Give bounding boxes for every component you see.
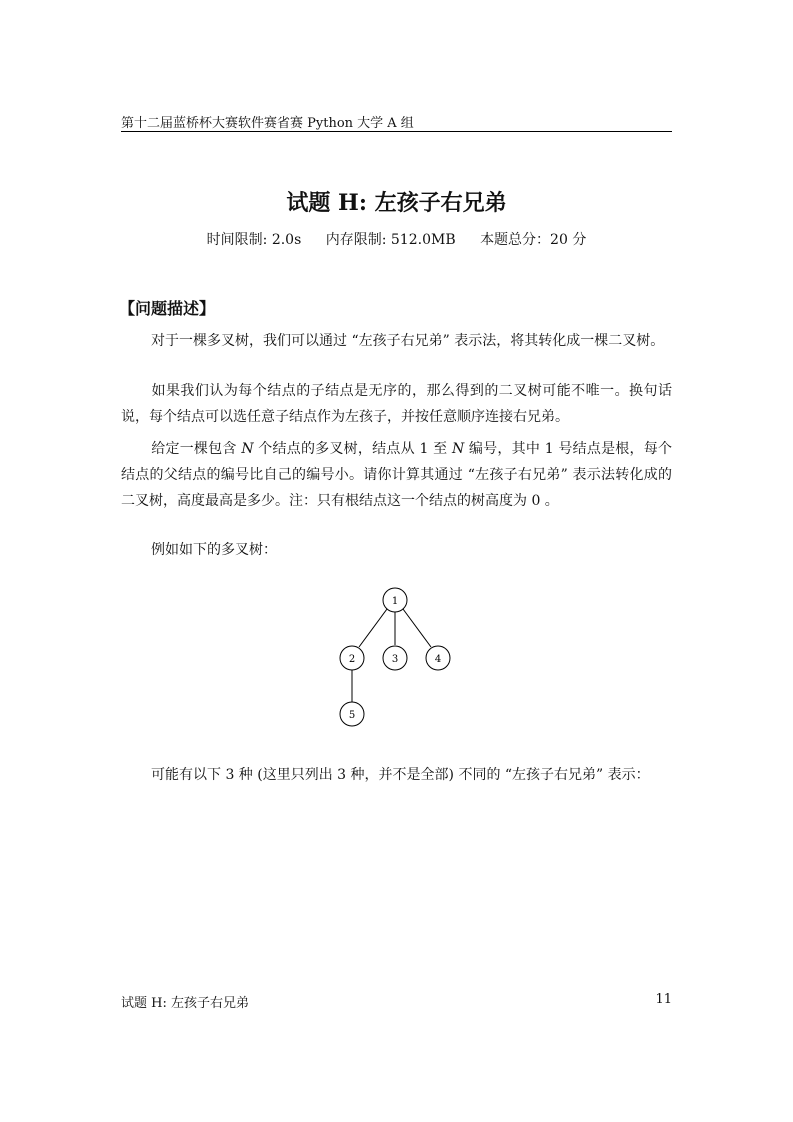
tree-diagram [330, 580, 460, 730]
paragraph-1 [121, 328, 672, 354]
problem-title: 试题 H: 左孩子右兄弟 [286, 190, 507, 216]
tree-edge-1-2 [359, 609, 387, 647]
time-limit: 时间限制: 2.0s [206, 232, 302, 248]
variable-n: N [241, 441, 254, 457]
tree-edge-1-4 [403, 609, 431, 647]
paragraph-2-text: 如果我们认为每个结点的子结点是无序的，那么得到的二叉树可能不唯一。换句话说，每个结点可以选任意子结点作为左孩子，并按任意顺序连接右兄弟。 [121, 383, 672, 425]
tree-node-label: 2 [348, 654, 356, 665]
variable-n: N [452, 441, 465, 457]
paragraph-5 [121, 762, 672, 788]
footer-title: 试题 H: 左孩子右兄弟 [121, 996, 249, 1011]
paragraph-4-text: 例如如下的多叉树： [151, 542, 277, 558]
paragraph-3-text-a: 给定一棵包含 [151, 441, 242, 457]
problem-limits [0, 229, 793, 249]
tree-node-label: 3 [391, 654, 399, 665]
total-score: 本题总分：20 分 [480, 232, 587, 248]
page-number: 11 [655, 992, 672, 1007]
paragraph-5-text: 可能有以下 3 种 (这里只列出 3 种，并不是全部) 不同的 “左孩子右兄弟” 表示： [151, 767, 650, 783]
memory-limit: 内存限制: 512.0MB [325, 232, 456, 248]
tree-node-label: 1 [391, 596, 399, 607]
paragraph-3 [121, 436, 672, 514]
paragraph-1-text: 对于一棵多叉树，我们可以通过 “左孩子右兄弟” 表示法，将其转化成一棵二叉树。 [151, 333, 665, 349]
paragraph-2 [121, 378, 672, 430]
section-heading: 【问题描述】 [119, 299, 216, 318]
paragraph-3-text-b: 个结点的多叉树，结点从 1 至 [253, 441, 452, 457]
paragraph-4 [121, 537, 672, 563]
header-rule [121, 131, 672, 132]
tree-node-label: 5 [348, 710, 356, 721]
paragraph-3-text-c: 编号，其中 1 号结点是根，每个结点的父结点的编号比自己的编号小。请你计算其通过 “左孩子右兄弟” 表示法转化成的二叉树，高度最高是多少。注：只有根结点这一个结点的树高度为 0 。 [121, 441, 672, 509]
running-header: 第十二届蓝桥杯大赛软件赛省赛 Python 大学 A 组 [121, 116, 414, 131]
tree-node-label: 4 [434, 654, 442, 665]
